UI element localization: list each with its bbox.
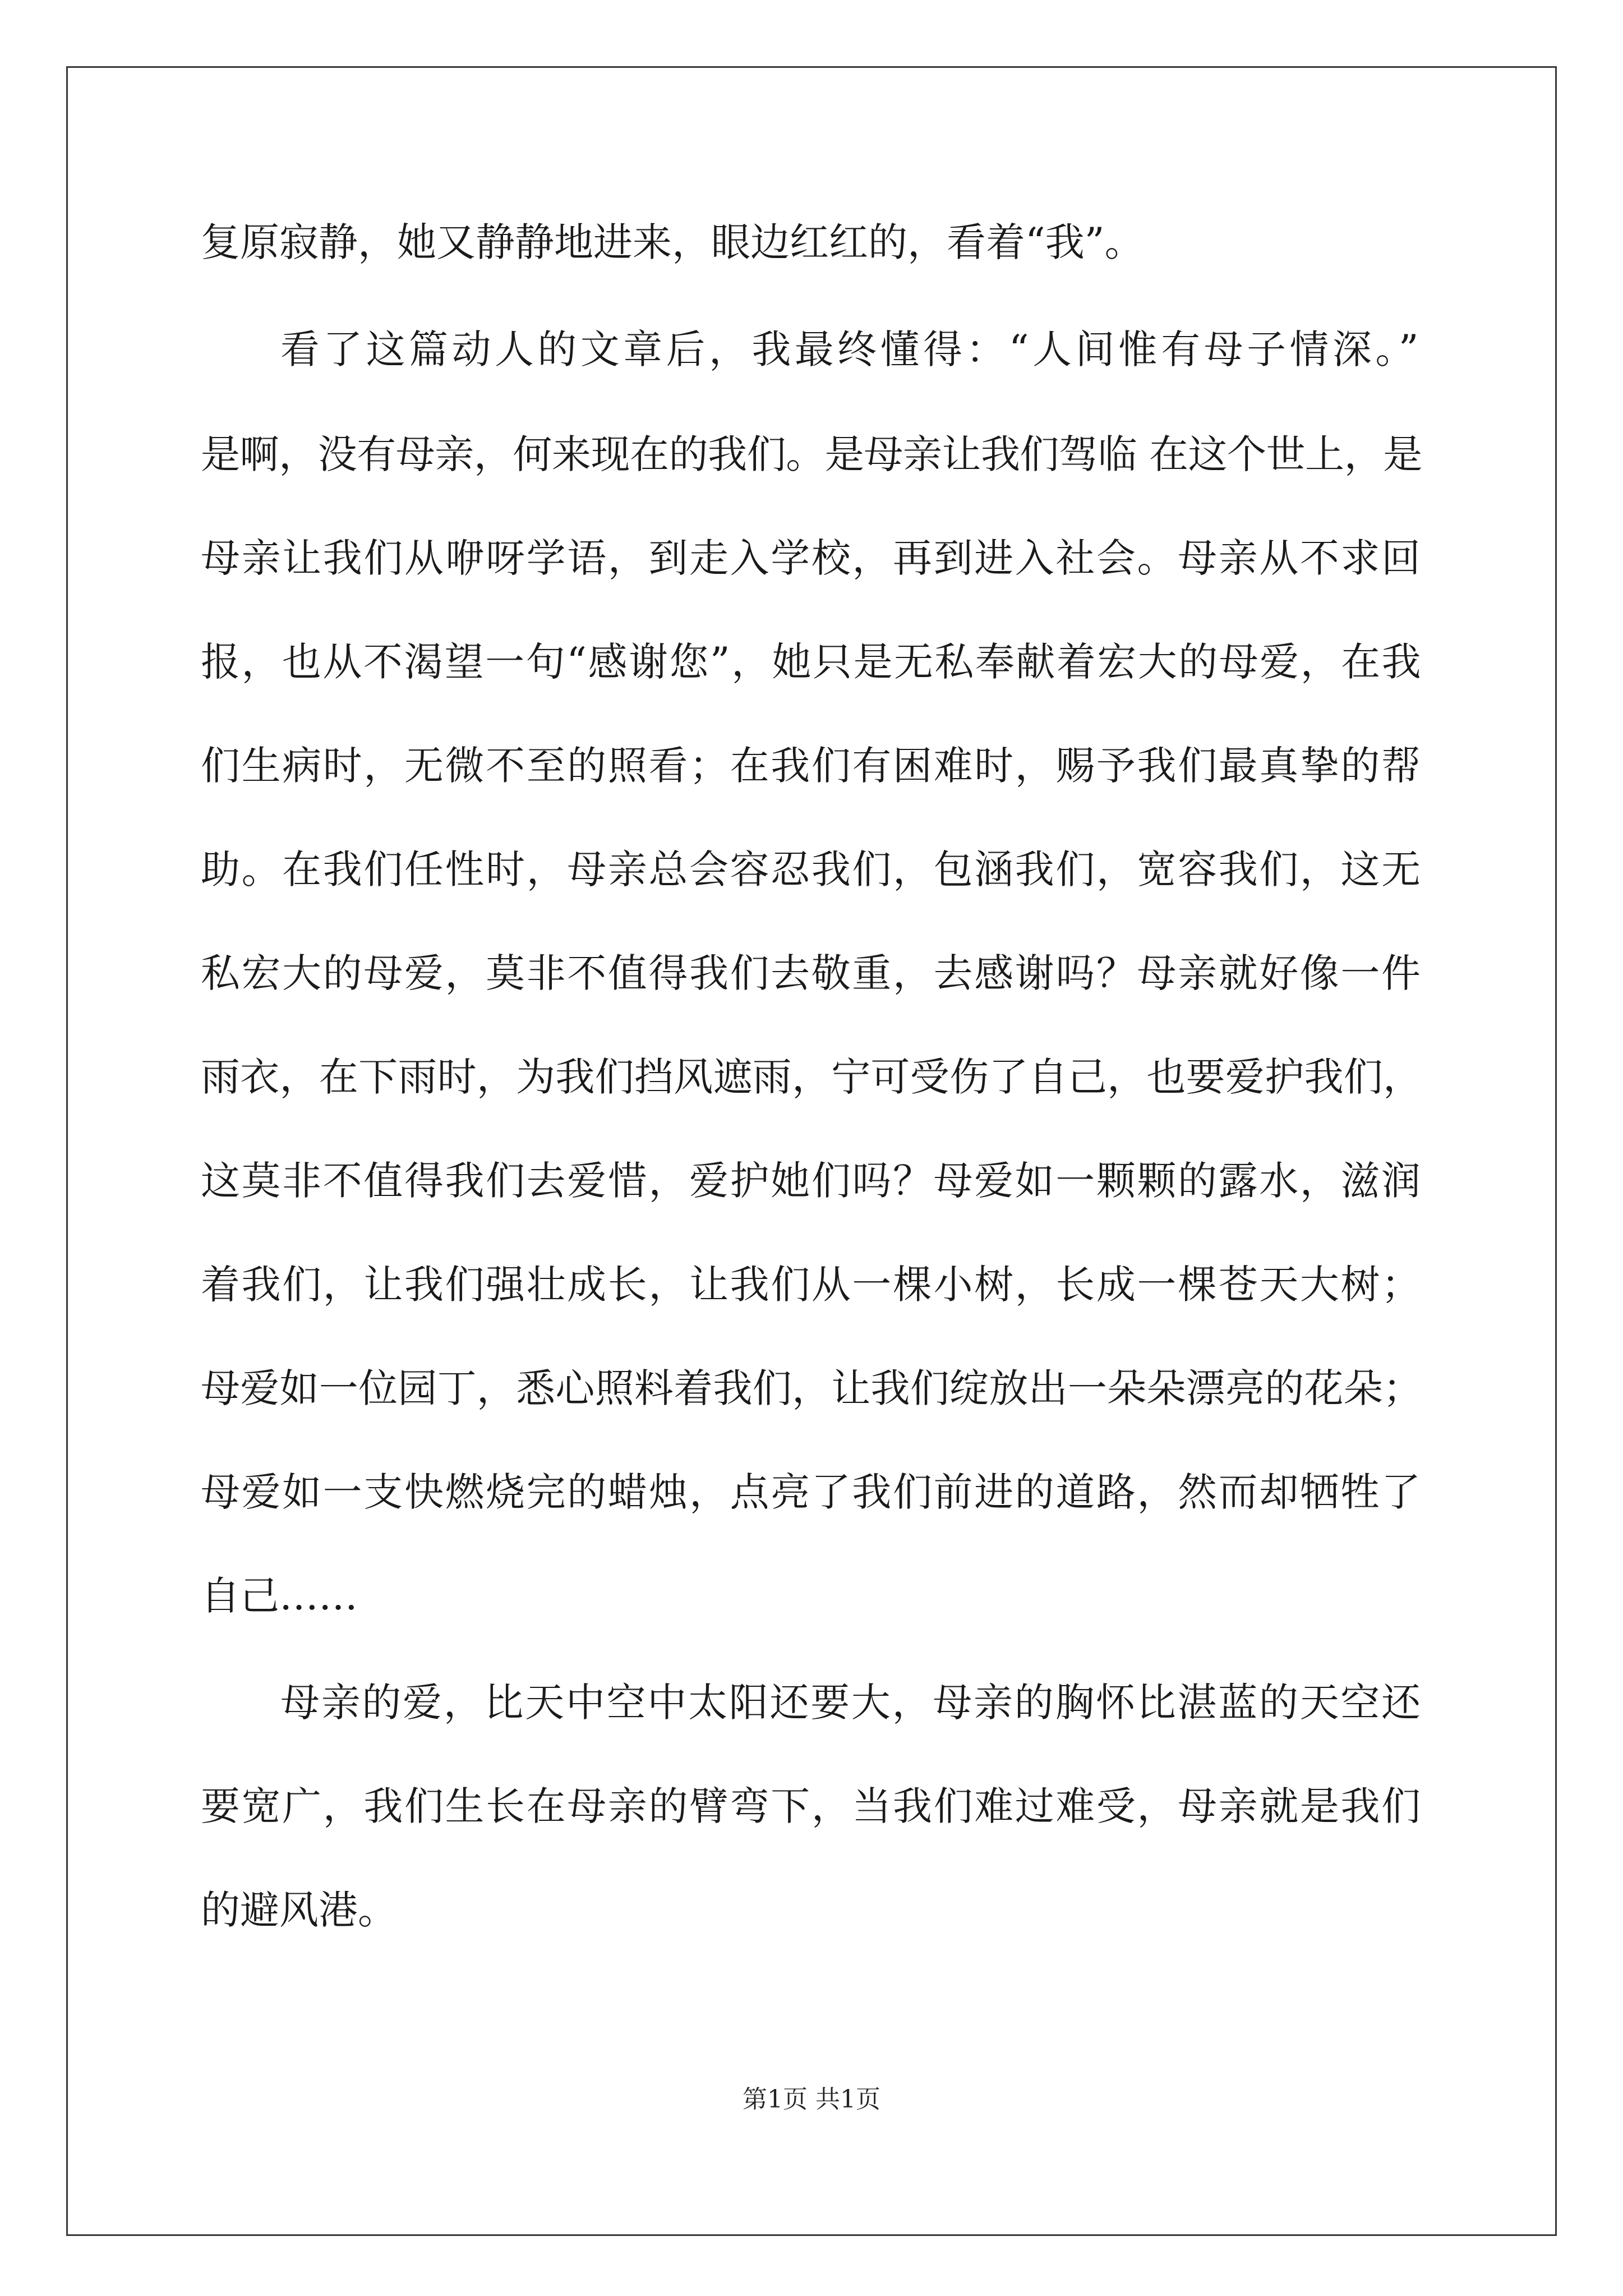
text-line: 复原寂静，她又静静地进来，眼边红红的，看着“我”。 xyxy=(201,219,1144,265)
text-line: 雨衣，在下雨时，为我们挡风遮雨，宁可受伤了自己，也要爱护我们， xyxy=(201,1054,1423,1100)
page-number-footer: 第1页 共1页 xyxy=(743,2085,880,2114)
text-line: 母亲让我们从咿呀学语，到走入学校，再到进入社会。母亲从不求回 xyxy=(201,535,1422,581)
text-line: 着我们，让我们强壮成长，让我们从一棵小树，长成一棵苍天大树； xyxy=(201,1262,1422,1308)
text-line: 是啊，没有母亲，何来现在的我们。是母亲让我们驾临 在这个世上，是 xyxy=(201,431,1422,477)
text-line: 这莫非不值得我们去爱惜，爱护她们吗？母爱如一颗颗的露水，滋润 xyxy=(201,1158,1422,1204)
text-line: 自己…… xyxy=(201,1573,358,1619)
text-line: 母爱如一位园丁，悉心照料着我们，让我们绽放出一朵朵漂亮的花朵； xyxy=(201,1365,1423,1411)
text-line: 看了这篇动人的文章后，我最终懂得：“人间惟有母子情深。” xyxy=(280,326,1423,372)
text-line: 私宏大的母爱，莫非不值得我们去敬重，去感谢吗？母亲就好像一件 xyxy=(201,950,1422,996)
text-line: 们生病时，无微不至的照看；在我们有困难时，赐予我们最真挚的帮 xyxy=(201,743,1422,789)
text-line: 要宽广，我们生长在母亲的臂弯下，当我们难过难受，母亲就是我们 xyxy=(201,1783,1422,1829)
text-line: 母爱如一支快燃烧完的蜡烛，点亮了我们前进的道路，然而却牺牲了 xyxy=(201,1469,1422,1515)
text-line: 的避风港。 xyxy=(201,1887,397,1933)
text-line: 报，也从不渴望一句“感谢您”，她只是无私奉献着宏大的母爱，在我 xyxy=(201,639,1423,685)
text-line: 母亲的爱，比天中空中太阳还要大，母亲的胸怀比湛蓝的天空还 xyxy=(280,1680,1422,1726)
text-line: 助。在我们任性时，母亲总会容忍我们，包涵我们，宽容我们，这无 xyxy=(201,846,1422,892)
